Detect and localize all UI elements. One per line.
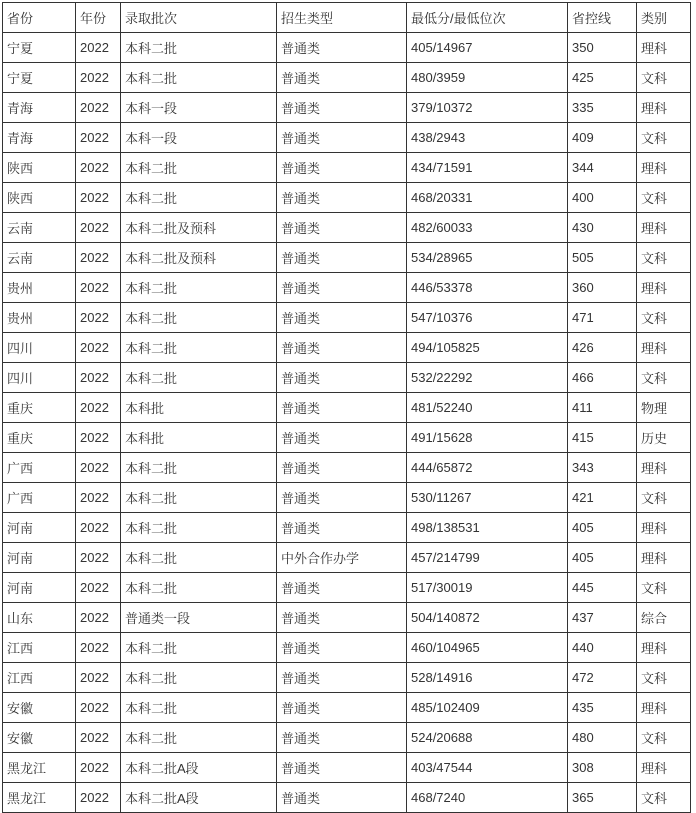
table-cell: 2022 xyxy=(76,453,121,483)
table-cell: 本科二批 xyxy=(121,363,277,393)
table-cell: 理科 xyxy=(637,753,691,783)
table-cell: 理科 xyxy=(637,33,691,63)
table-cell: 411 xyxy=(568,393,637,423)
table-cell: 文科 xyxy=(637,783,691,813)
table-row xyxy=(3,123,691,153)
table-cell: 山东 xyxy=(3,603,76,633)
table-cell: 485/102409 xyxy=(407,693,568,723)
table-cell: 普通类 xyxy=(277,123,407,153)
table-cell: 普通类 xyxy=(277,483,407,513)
table-row xyxy=(3,663,691,693)
table-cell: 本科一段 xyxy=(121,93,277,123)
table-row xyxy=(3,243,691,273)
column-header-province: 省份 xyxy=(3,3,76,33)
table-cell: 普通类 xyxy=(277,603,407,633)
table-cell: 2022 xyxy=(76,483,121,513)
table-cell: 宁夏 xyxy=(3,63,76,93)
table-cell: 435 xyxy=(568,693,637,723)
table-cell: 文科 xyxy=(637,243,691,273)
table-cell: 宁夏 xyxy=(3,33,76,63)
table-cell: 普通类 xyxy=(277,783,407,813)
table-cell: 普通类 xyxy=(277,573,407,603)
table-cell: 江西 xyxy=(3,663,76,693)
table-cell: 理科 xyxy=(637,213,691,243)
table-cell: 517/30019 xyxy=(407,573,568,603)
table-cell: 530/11267 xyxy=(407,483,568,513)
table-cell: 本科二批 xyxy=(121,573,277,603)
table-cell: 405/14967 xyxy=(407,33,568,63)
table-cell: 2022 xyxy=(76,333,121,363)
column-header-admission-batch: 录取批次 xyxy=(121,3,277,33)
table-cell: 498/138531 xyxy=(407,513,568,543)
table-cell: 江西 xyxy=(3,633,76,663)
table-cell: 504/140872 xyxy=(407,603,568,633)
table-cell: 本科二批 xyxy=(121,333,277,363)
table-cell: 2022 xyxy=(76,33,121,63)
table-row xyxy=(3,393,691,423)
table-row xyxy=(3,513,691,543)
table-row xyxy=(3,33,691,63)
table-cell: 陕西 xyxy=(3,183,76,213)
table-cell: 2022 xyxy=(76,123,121,153)
table-cell: 普通类一段 xyxy=(121,603,277,633)
table-cell: 普通类 xyxy=(277,93,407,123)
table-cell: 365 xyxy=(568,783,637,813)
table-row xyxy=(3,693,691,723)
table-cell: 2022 xyxy=(76,213,121,243)
table-cell: 438/2943 xyxy=(407,123,568,153)
table-cell: 理科 xyxy=(637,513,691,543)
table-cell: 472 xyxy=(568,663,637,693)
table-cell: 普通类 xyxy=(277,453,407,483)
table-cell: 本科二批 xyxy=(121,33,277,63)
table-cell: 河南 xyxy=(3,573,76,603)
table-cell: 理科 xyxy=(637,543,691,573)
table-row xyxy=(3,213,691,243)
table-cell: 本科二批 xyxy=(121,543,277,573)
table-cell: 457/214799 xyxy=(407,543,568,573)
column-header-category: 类别 xyxy=(637,3,691,33)
table-cell: 安徽 xyxy=(3,723,76,753)
table-cell: 贵州 xyxy=(3,273,76,303)
table-cell: 2022 xyxy=(76,423,121,453)
table-cell: 理科 xyxy=(637,153,691,183)
table-cell: 普通类 xyxy=(277,333,407,363)
table-cell: 2022 xyxy=(76,363,121,393)
table-cell: 426 xyxy=(568,333,637,363)
table-cell: 2022 xyxy=(76,573,121,603)
table-cell: 本科二批 xyxy=(121,183,277,213)
table-cell: 379/10372 xyxy=(407,93,568,123)
table-cell: 本科二批 xyxy=(121,273,277,303)
table-cell: 415 xyxy=(568,423,637,453)
table-cell: 理科 xyxy=(637,633,691,663)
table-cell: 理科 xyxy=(637,273,691,303)
table-cell: 文科 xyxy=(637,363,691,393)
table-cell: 405 xyxy=(568,543,637,573)
table-row xyxy=(3,633,691,663)
table-cell: 2022 xyxy=(76,543,121,573)
table-cell: 本科二批 xyxy=(121,633,277,663)
table-cell: 本科二批A段 xyxy=(121,783,277,813)
table-row xyxy=(3,483,691,513)
table-cell: 本科二批 xyxy=(121,63,277,93)
table-cell: 400 xyxy=(568,183,637,213)
table-cell: 普通类 xyxy=(277,693,407,723)
table-cell: 本科批 xyxy=(121,423,277,453)
table-cell: 446/53378 xyxy=(407,273,568,303)
column-header-enrollment-type: 招生类型 xyxy=(277,3,407,33)
table-cell: 中外合作办学 xyxy=(277,543,407,573)
table-cell: 524/20688 xyxy=(407,723,568,753)
table-cell: 文科 xyxy=(637,183,691,213)
table-cell: 2022 xyxy=(76,153,121,183)
table-cell: 文科 xyxy=(637,303,691,333)
table-cell: 460/104965 xyxy=(407,633,568,663)
table-cell: 本科二批 xyxy=(121,723,277,753)
table-cell: 403/47544 xyxy=(407,753,568,783)
table-cell: 2022 xyxy=(76,633,121,663)
table-cell: 本科二批 xyxy=(121,513,277,543)
table-cell: 文科 xyxy=(637,483,691,513)
table-cell: 广西 xyxy=(3,453,76,483)
table-cell: 物理 xyxy=(637,393,691,423)
table-cell: 481/52240 xyxy=(407,393,568,423)
column-header-province-control-line: 省控线 xyxy=(568,3,637,33)
table-cell: 河南 xyxy=(3,543,76,573)
table-cell: 2022 xyxy=(76,243,121,273)
table-cell: 普通类 xyxy=(277,723,407,753)
table-row xyxy=(3,333,691,363)
table-cell: 普通类 xyxy=(277,273,407,303)
table-row xyxy=(3,603,691,633)
table-cell: 2022 xyxy=(76,303,121,333)
table-cell: 421 xyxy=(568,483,637,513)
table-cell: 综合 xyxy=(637,603,691,633)
table-cell: 532/22292 xyxy=(407,363,568,393)
table-cell: 482/60033 xyxy=(407,213,568,243)
table-cell: 重庆 xyxy=(3,423,76,453)
table-row xyxy=(3,753,691,783)
table-cell: 343 xyxy=(568,453,637,483)
table-cell: 434/71591 xyxy=(407,153,568,183)
table-row xyxy=(3,363,691,393)
table-cell: 四川 xyxy=(3,333,76,363)
admission-scores-table xyxy=(2,2,691,813)
table-cell: 本科二批及预科 xyxy=(121,213,277,243)
table-cell: 2022 xyxy=(76,513,121,543)
table-cell: 文科 xyxy=(637,723,691,753)
table-cell: 理科 xyxy=(637,333,691,363)
table-cell: 2022 xyxy=(76,603,121,633)
table-cell: 440 xyxy=(568,633,637,663)
table-row xyxy=(3,423,691,453)
table-cell: 理科 xyxy=(637,453,691,483)
table-cell: 2022 xyxy=(76,63,121,93)
table-cell: 普通类 xyxy=(277,753,407,783)
table-row xyxy=(3,183,691,213)
table-cell: 普通类 xyxy=(277,393,407,423)
table-cell: 480/3959 xyxy=(407,63,568,93)
table-cell: 505 xyxy=(568,243,637,273)
table-cell: 重庆 xyxy=(3,393,76,423)
table-cell: 468/7240 xyxy=(407,783,568,813)
table-row xyxy=(3,153,691,183)
table-cell: 344 xyxy=(568,153,637,183)
table-cell: 360 xyxy=(568,273,637,303)
table-cell: 405 xyxy=(568,513,637,543)
table-cell: 2022 xyxy=(76,663,121,693)
table-row xyxy=(3,93,691,123)
table-cell: 广西 xyxy=(3,483,76,513)
table-cell: 黑龙江 xyxy=(3,753,76,783)
table-cell: 贵州 xyxy=(3,303,76,333)
table-cell: 本科二批 xyxy=(121,303,277,333)
table-cell: 2022 xyxy=(76,393,121,423)
column-header-min-score-rank: 最低分/最低位次 xyxy=(407,3,568,33)
table-cell: 444/65872 xyxy=(407,453,568,483)
table-cell: 本科二批及预科 xyxy=(121,243,277,273)
table-cell: 528/14916 xyxy=(407,663,568,693)
table-row xyxy=(3,273,691,303)
table-cell: 494/105825 xyxy=(407,333,568,363)
table-cell: 547/10376 xyxy=(407,303,568,333)
table-cell: 普通类 xyxy=(277,243,407,273)
table-cell: 河南 xyxy=(3,513,76,543)
table-row xyxy=(3,303,691,333)
table-cell: 普通类 xyxy=(277,363,407,393)
table-cell: 普通类 xyxy=(277,663,407,693)
table-cell: 文科 xyxy=(637,63,691,93)
table-cell: 本科二批 xyxy=(121,453,277,483)
table-cell: 480 xyxy=(568,723,637,753)
header-row xyxy=(3,3,691,33)
table-cell: 2022 xyxy=(76,93,121,123)
table-row xyxy=(3,573,691,603)
table-cell: 普通类 xyxy=(277,153,407,183)
table-body xyxy=(3,33,691,813)
table-cell: 本科一段 xyxy=(121,123,277,153)
table-cell: 335 xyxy=(568,93,637,123)
table-cell: 文科 xyxy=(637,663,691,693)
table-cell: 468/20331 xyxy=(407,183,568,213)
table-cell: 陕西 xyxy=(3,153,76,183)
table-cell: 2022 xyxy=(76,753,121,783)
table-cell: 理科 xyxy=(637,693,691,723)
table-cell: 理科 xyxy=(637,93,691,123)
table-cell: 文科 xyxy=(637,123,691,153)
table-cell: 466 xyxy=(568,363,637,393)
table-row xyxy=(3,723,691,753)
table-cell: 409 xyxy=(568,123,637,153)
table-cell: 四川 xyxy=(3,363,76,393)
table-cell: 本科二批A段 xyxy=(121,753,277,783)
table-cell: 普通类 xyxy=(277,33,407,63)
table-cell: 本科二批 xyxy=(121,483,277,513)
table-cell: 安徽 xyxy=(3,693,76,723)
table-row xyxy=(3,63,691,93)
table-cell: 2022 xyxy=(76,273,121,303)
table-cell: 534/28965 xyxy=(407,243,568,273)
column-header-year: 年份 xyxy=(76,3,121,33)
table-cell: 青海 xyxy=(3,123,76,153)
table-cell: 491/15628 xyxy=(407,423,568,453)
table-cell: 2022 xyxy=(76,183,121,213)
table-cell: 普通类 xyxy=(277,63,407,93)
table-cell: 350 xyxy=(568,33,637,63)
table-cell: 云南 xyxy=(3,213,76,243)
table-cell: 430 xyxy=(568,213,637,243)
table-row xyxy=(3,543,691,573)
table-cell: 445 xyxy=(568,573,637,603)
table-cell: 308 xyxy=(568,753,637,783)
table-row xyxy=(3,783,691,813)
table-cell: 普通类 xyxy=(277,423,407,453)
table-cell: 云南 xyxy=(3,243,76,273)
table-cell: 普通类 xyxy=(277,513,407,543)
table-cell: 本科批 xyxy=(121,393,277,423)
table-cell: 2022 xyxy=(76,693,121,723)
table-cell: 普通类 xyxy=(277,303,407,333)
table-cell: 437 xyxy=(568,603,637,633)
table-cell: 普通类 xyxy=(277,183,407,213)
table-cell: 普通类 xyxy=(277,213,407,243)
table-cell: 2022 xyxy=(76,783,121,813)
table-cell: 2022 xyxy=(76,723,121,753)
table-row xyxy=(3,453,691,483)
table-cell: 本科二批 xyxy=(121,663,277,693)
table-cell: 普通类 xyxy=(277,633,407,663)
table-cell: 本科二批 xyxy=(121,693,277,723)
table-cell: 本科二批 xyxy=(121,153,277,183)
table-cell: 文科 xyxy=(637,573,691,603)
table-cell: 青海 xyxy=(3,93,76,123)
table-cell: 历史 xyxy=(637,423,691,453)
table-cell: 425 xyxy=(568,63,637,93)
table-cell: 黑龙江 xyxy=(3,783,76,813)
table-cell: 471 xyxy=(568,303,637,333)
